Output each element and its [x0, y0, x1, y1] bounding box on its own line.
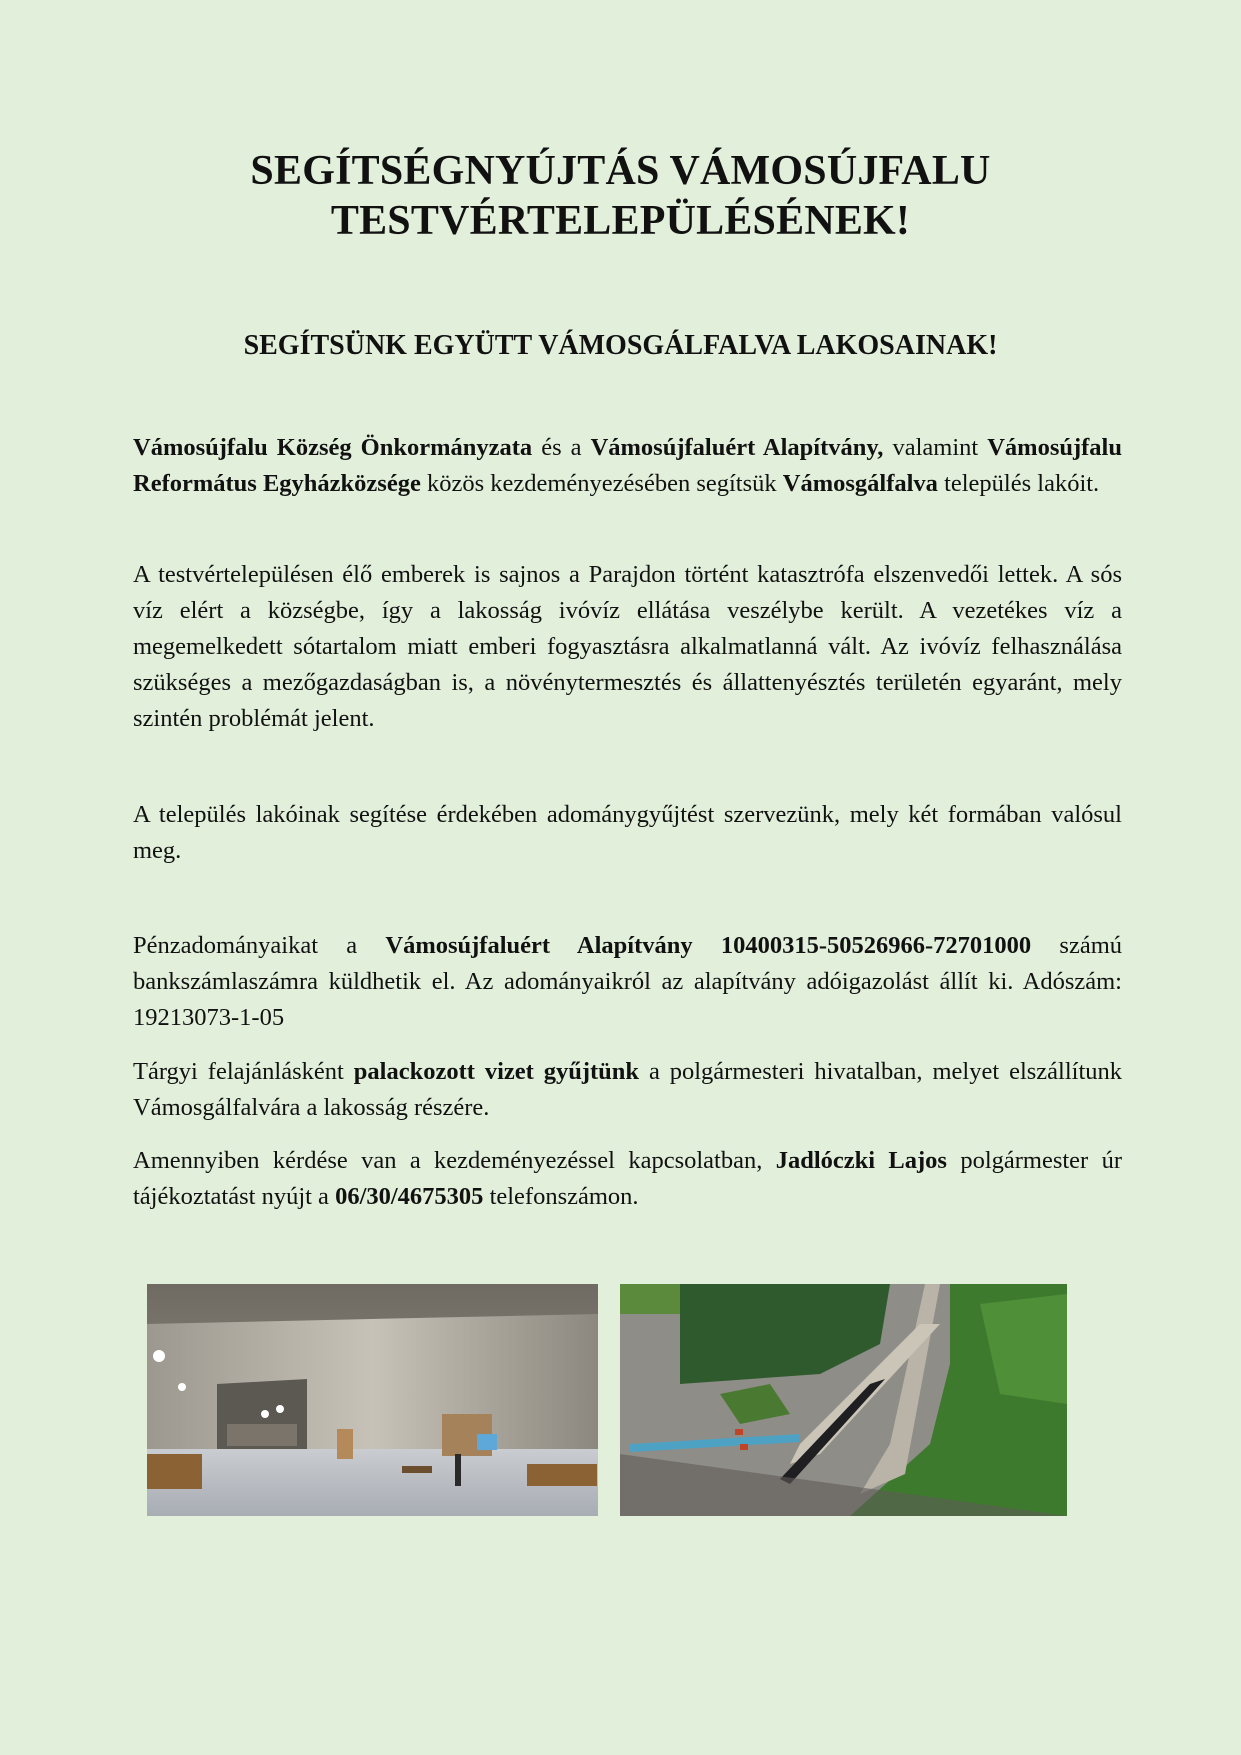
salt-mine-photo — [147, 1284, 598, 1516]
village-name: Vámosgálfalva — [782, 470, 938, 497]
flooded-valley-photo — [620, 1284, 1067, 1516]
org-church: Vámosújfalu Református Egyházközsége — [133, 434, 1122, 497]
org-municipality: Vámosújfalu Község Önkormányzata — [133, 434, 533, 461]
situation-paragraph: A testvértelepülésen élő emberek is sajnos a Parajdon történt katasztrófa elszenvedői lettek. A sós víz elért a községbe, így a lakosság ivóvíz ellátása veszélybe került. A vezetékes víz a megemelkedett sótartalom miatt emberi fogyasztásra alkalmatlanná vált. Az ivóvíz felhasználása szükséges a mezőgazdaságban is, a növénytermesztés és állattenyésztés területén egyaránt, mely szintén problémát jelent. — [133, 561, 1122, 732]
contact-paragraph: Amennyiben kérdése van a kezdeményezéssel kapcsolatban, Jadlóczki Lajos polgármester úr tájékoztatást nyújt a 06/30/4675305 telefonszámon. — [133, 1147, 1122, 1210]
subtitle: SEGÍTSÜNK EGYÜTT VÁMOSGÁLFALVA LAKOSAINAK! — [243, 330, 998, 361]
mayor-name: Jadlóczki Lajos — [775, 1147, 947, 1174]
intro-paragraph: Vámosújfalu Község Önkormányzata és a Vámosújfaluért Alapítvány, valamint Vámosújfalu Református Egyházközsége közös kezdeményezésében segítsük Vámosgálfalva település lakóit. — [133, 434, 1122, 497]
goods-donation-paragraph: Tárgyi felajánlásként palackozott vizet gyűjtünk a polgármesteri hivatalban, melyet elszállítunk Vámosgálfalvára a lakosság részére. — [133, 1058, 1123, 1121]
main-title — [0, 146, 1241, 246]
phone-number: 06/30/4675305 — [335, 1183, 484, 1210]
money-donation-paragraph: Pénzadományaikat a Vámosújfaluért Alapítvány 10400315-50526966-72701000 számú bankszámlaszámra küldhetik el. Az adományaikról az alapítvány adóigazolást állít ki. Adószám: 19213073-1-05 — [133, 932, 1123, 1031]
main-title-line1: SEGÍTSÉGNYÚJTÁS VÁMOSÚJFALU — [250, 148, 991, 194]
donation-intro-paragraph: A település lakóinak segítése érdekében adománygyűjtést szervezünk, mely két formában valósul meg. — [133, 801, 1122, 864]
main-title-line2: TESTVÉRTELEPÜLÉSÉNEK! — [330, 198, 911, 244]
bank-account: Vámosújfaluért Alapítvány 10400315-50526966-72701000 — [385, 932, 1032, 959]
org-foundation: Vámosújfaluért Alapítvány, — [590, 434, 884, 461]
bottled-water-highlight: palackozott vizet gyűjtünk — [353, 1058, 640, 1085]
